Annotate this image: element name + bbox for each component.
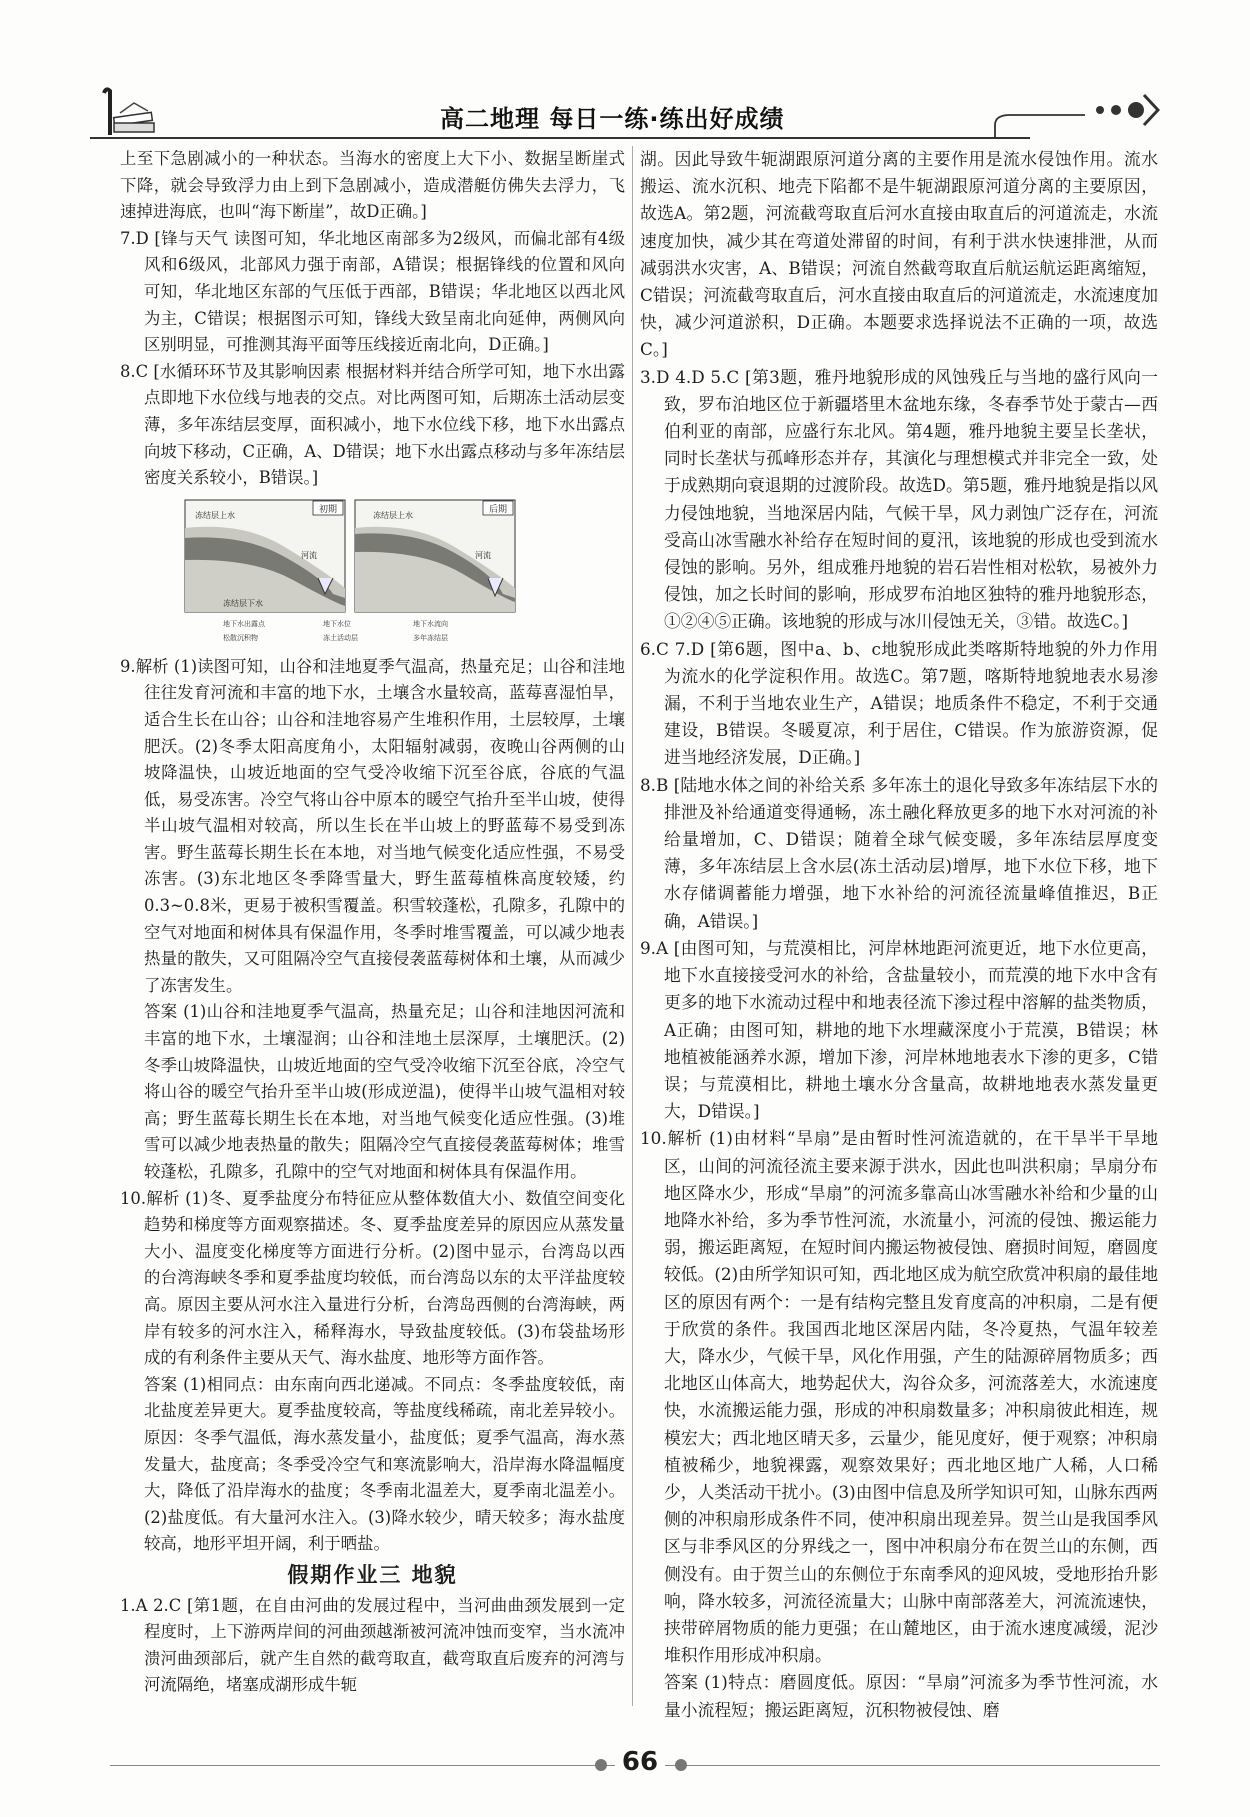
label-late: 后期 [488, 504, 507, 515]
text-block: 湖。因此导致牛轭湖跟原河道分离的主要作用是流水侵蚀作用。流水搬运、流水沉积、地壳下陷都不是牛轭湖跟原河道分离的主要原因，故选A。第2题，河流截弯取直后河水直接由取直后的河道流走，水流速度加快，减少其在弯道处滞留的时间，有利于洪水快速排泄，从而减弱洪水灾害，A、B错误；河流自然截弯取直后航运航运距离缩短，C错误；河流截弯取直后，河水直接由取直后的河道流走，水流速度加快，减少河道淤积，D正确。本题要求选择说法不正确的一项，故选C。] [640, 149, 1158, 360]
right-column [640, 146, 1158, 1724]
legend-item: 地下水位 [322, 619, 351, 628]
label-water-above-a: 冻结层上水 [194, 510, 235, 520]
answer-item: 8.C [水循环环节及其影响因素 根据材料并结合所学可知，地下水出露点即地下水位线与地表的交点。对比两图可知，后期冻土活动层变薄，多年冻结层变厚，面积减小，地下水位线下移，地下水出露点向坡下移动，C正确，A、D错误；地下水出露点移动与多年冻结层密度关系较小，B错误。] [120, 361, 625, 488]
label-river-b: 河流 [474, 550, 491, 560]
page-footer [110, 1745, 1160, 1785]
arrow-dots-icon [990, 85, 1160, 145]
answer-item: 3.D 4.D 5.C [第3题，雅丹地貌形成的风蚀残丘与当地的盛行风向一致，罗布泊地区位于新疆塔里木盆地东缘，冬春季节处于蒙古—西伯利亚的南部，应盛行东北风。第4题，雅丹地貌主要呈长垄状，同时长垄状与孤峰形态并存，其演化与理想模式并非完全一致，处于成熟期向衰退期的过渡阶段。故选D。第5题，雅丹地貌是指以风力侵蚀地貌，当地深居内陆，气候干旱，风力剥蚀广泛存在，河流受高山冰雪融水补给存在短时间的夏汛，该地貌的形成也受到流水侵蚀的影响。另外，组成雅丹地貌的岩石岩性相对松软，易被外力侵蚀，加之长时间的影响，形成罗布泊地区独特的雅丹地貌形态，①②④⑤正确。该地貌的形成与冰川侵蚀无关，③错。故选C。] [640, 366, 1159, 632]
permafrost-figure [183, 498, 563, 648]
book-logo-icon [100, 85, 160, 140]
column-divider [632, 146, 633, 1706]
text-block: 上至下急剧减小的一种状态。当海水的密度上大下小、数据呈断崖式下降，就会导致浮力由上到下急剧减小，造成潜艇仿佛失去浮力，飞速掉进海底，也叫“海下断崖”，故D正确。] [120, 149, 625, 222]
section-title: 假期作业三 地貌 [287, 1562, 458, 1587]
label-river-a: 河流 [300, 550, 317, 560]
answer-block: 答案 (1)特点：磨圆度低。原因：“旱扇”河流多为季节性河流，水量小流程短；搬运距离短，沉积物被侵蚀、磨 [664, 1672, 1158, 1720]
page-number: 66 [615, 1747, 665, 1777]
answer-item: 9.A [由图可知，与荒漠相比，河岸林地距河流更近，地下水位更高，地下水直接接受河水的补给，含盐量较小，而荒漠的地下水中含有更多的地下水流动过程中和地表径流下渗过程中溶解的盐类物质，A正确；由图可知，耕地的地下水埋藏深度小于荒漠，B错误；林地植被能涵养水源，增加下渗，河岸林地地表水下渗的更多，C错误；与荒漠相比，耕地土壤水分含量高，故耕地地表水蒸发量更大，D错误。] [640, 937, 1158, 1122]
legend-item: 地下水流向 [412, 619, 448, 628]
answer-item: 8.B [陆地水体之间的补给关系 多年冻土的退化导致多年冻结层下水的排泄及补给通道变得通畅，冻土融化释放更多的地下水对河流的补给量增加，C、D错误；随着全球气候变暖，多年冻结层厚度变薄，多年冻结层上含水层(冻土活动层)增厚，地下水位下移，地下水存储调蓄能力增强，地下水补给的河流径流量峰值推迟，B正确，A错误。] [640, 774, 1158, 931]
answer-item: 10.解析 (1)冬、夏季盐度分布特征应从整体数值大小、数值空间变化趋势和梯度等方面观察描述。冬、夏季盐度差异的原因应从蒸发量大小、温度变化梯度等方面进行分析。(2)图中显示，台湾岛以西的台湾海峡冬季和夏季盐度均较低，而台湾岛以东的太平洋盐度较高。原因主要从河水注入量进行分析，台湾岛西侧的台湾海峡，两岸有较多的河水注入，稀释海水，导致盐度较低。(3)布袋盐场形成的有利条件主要从天气、海水盐度、地形等方面作答。 [120, 1188, 625, 1368]
answer-item: 10.解析 (1)由材料“旱扇”是由暂时性河流造就的，在干旱半干旱地区，山间的河流径流主要来源于洪水，因此也叫洪积扇；旱扇分布地区降水少，形成“旱扇”的河流多靠高山冰雪融水补给和少量的山地降水补给，多为季节性河流，水流量小，河流的侵蚀、搬运能力弱，搬运距离短，在短时间内搬运物被侵蚀、磨损时间短，磨圆度较低。(2)由所学知识可知，西北地区成为航空欣赏冲积扇的最佳地区的原因有两个：一是有结构完整且发育度高的冲积扇，二是有便于欣赏的条件。我国西北地区深居内陆，冬冷夏热，气温年较差大，降水少，气候干旱，风化作用强，产生的陆源碎屑物质多；西北地区山体高大，地势起伏大，沟谷众多，河流落差大，水流速度快，水流搬运能力强，形成的冲积扇数量多；冲积扇彼此相连，规模宏大；西北地区晴天多，云量少，能见度好，便于观察；冲积扇植被稀少，地貌裸露，观察效果好；西北地区地广人稀，人口稀少，人类活动干扰小。(3)由图中信息及所学知识可知，山脉东西两侧的冲积扇形成条件不同，使冲积扇出现差异。贺兰山是我国季风区与非季风区的分界线之一，图中冲积扇分布在贺兰山的东侧，西侧没有。由于贺兰山的东侧位于东南季风的迎风坡，受地形抬升影响，降水较多，河流径流量大；山脉中南部落差大，河流流速快，挟带碎屑物质的能力更强；在山麓地区，由于流水速度减缓，泥沙堆积作用形成冲积扇。 [640, 1128, 1158, 1666]
dot-icon [675, 1759, 687, 1771]
answer-item: 6.C 7.D [第6题，图中a、b、c地貌形成此类喀斯特地貌的外力作用为流水的化学淀积作用。故选C。第7题，喀斯特地貌地表水易渗漏，不利于当地农业生产，A错误；地质条件不稳定，不利于交通建设，B错误。冬暖夏凉，利于居住，C错误。作为旅游资源，促进当地经济发展，D正确。] [640, 638, 1158, 768]
answer-item: 1.A 2.C [第1题，在自由河曲的发展过程中，当河曲曲颈发展到一定程度时，上下游两岸间的河曲颈越渐被河流冲蚀而变窄，当水流冲溃河曲颈部后，就产生自然的截弯取直，截弯取直后废弃的河湾与河流隔绝，堵塞成湖形成牛轭 [120, 1595, 625, 1695]
label-early: 初期 [318, 504, 337, 515]
legend-item: 冻土活动层 [322, 633, 358, 642]
label-water-below: 冻结层下水 [222, 598, 263, 608]
page-title: 高二地理 每日一练·练出好成绩 [440, 105, 785, 133]
legend-item: 松散沉积物 [222, 633, 258, 642]
answer-block: 答案 (1)山谷和洼地夏季气温高，热量充足；山谷和洼地因河流和丰富的地下水，土壤湿润；山谷和洼地土层深厚，土壤肥沃。(2)冬季山坡降温快，山坡近地面的空气受冷收缩下沉至谷底，冷空气将山谷的暖空气抬升至半山坡(形成逆温)，使得半山坡气温相对较高；野生蓝莓长期生长在本地，对当地气候变化适应性强。(3)堆雪可以减少地表热量的散失；阻隔冷空气直接侵袭蓝莓树体；堆雪较蓬松，孔隙多，孔隙中的空气对地面和树体具有保温作用。 [144, 1002, 625, 1181]
page-header [90, 85, 1160, 145]
left-column [120, 146, 625, 1699]
permafrost-diagram [183, 498, 563, 648]
header-rule [90, 137, 1030, 139]
label-water-above-b: 冻结层上水 [372, 510, 413, 520]
legend-item: 多年冻结层 [412, 633, 448, 642]
answer-item: 7.D [锋与天气 读图可知，华北地区南部多为2级风，而偏北部有4级风和6级风，北部风力强于南部，A错误；根据锋线的位置和风向可知，华北地区东部的气压低于西部，B错误；华北地区以西北风为主，C错误；根据图示可知，锋线大致呈南北向延伸，两侧风向区别明显，可推测其海平面等压线接近南北向，D正确。] [120, 228, 625, 355]
dot-icon [595, 1759, 607, 1771]
answer-block: 答案 (1)相同点：由东南向西北递减。不同点：冬季盐度较低，南北盐度差异更大。夏季盐度较高，等盐度线稀疏，南北差异较小。原因：冬季气温低，海水蒸发量小，盐度低；夏季气温高，海水蒸发量大，盐度高；冬季受冷空气和寒流影响大，沿岸海水降温幅度大，降低了沿岸海水的盐度；冬季南北温差大，夏季南北温差小。(2)盐度低。有大量河水注入。(3)降水较少，晴天较多；海水盐度较高，地形平坦开阔，利于晒盐。 [144, 1374, 625, 1554]
answer-item: 9.解析 (1)读图可知，山谷和洼地夏季气温高，热量充足；山谷和洼地往往发育河流和丰富的地下水，土壤含水量较高，蓝莓喜湿怕旱，适合生长在山谷；山谷和洼地容易产生堆积作用，土层较厚，土壤肥沃。(2)冬季太阳高度角小，太阳辐射减弱，夜晚山谷两侧的山坡降温快，山坡近地面的空气受冷收缩下沉至谷底，谷底的气温低，易受冻害。冷空气将山谷中原本的暖空气抬升至半山坡，使得半山坡气温相对较高，所以生长在半山坡上的野蓝莓不易受到冻害。野生蓝莓长期生长在本地，对当地气候变化适应性强，不易受冻害。(3)东北地区冬季降雪量大，野生蓝莓植株高度较矮，约0.3~0.8米，更易于被积雪覆盖。积雪较蓬松，孔隙多，孔隙中的空气对地面和树体具有保温作用，冬季时堆雪覆盖，可以减少地表热量的散失，又可阻隔冷空气直接侵袭蓝莓树体和土壤，从而减少了冻害发生。 [120, 656, 625, 995]
legend-item: 地下水出露点 [222, 619, 265, 628]
